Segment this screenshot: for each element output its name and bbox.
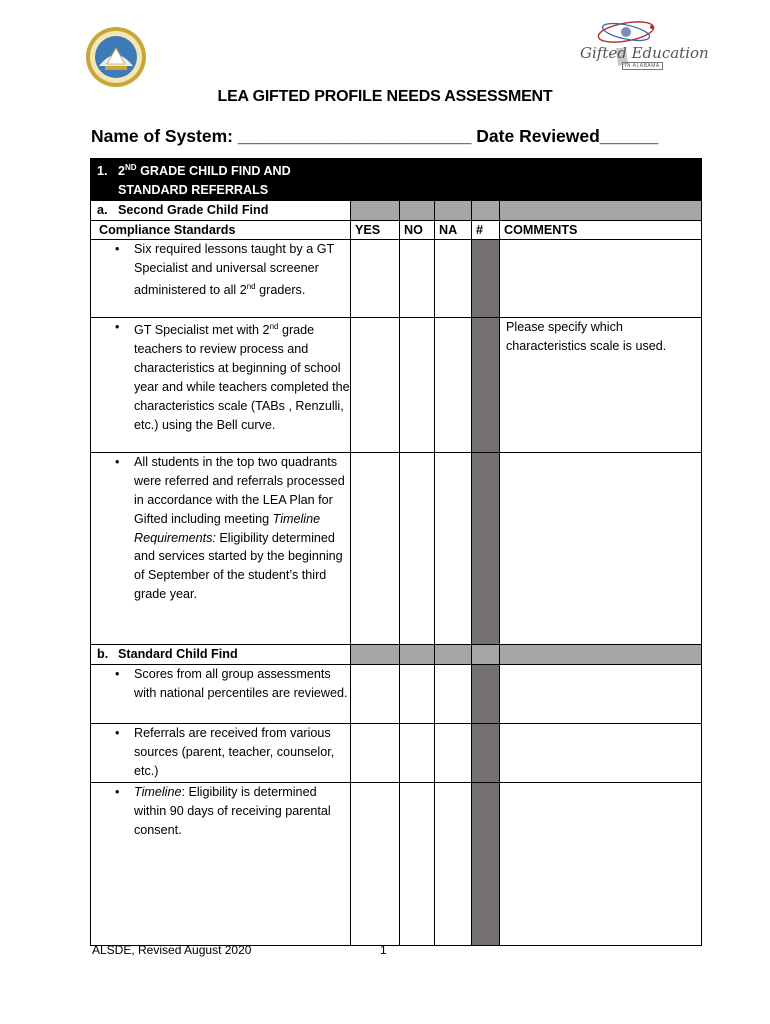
- list-item: • Six required lessons taught by a GT Specialist and universal screener administered to all 2nd graders.: [111, 240, 350, 300]
- comment-cell[interactable]: [500, 783, 702, 946]
- assessment-table: [90, 158, 702, 946]
- no-cell[interactable]: [400, 665, 435, 724]
- list-item: • Scores from all group assessments with national percentiles are reviewed.: [111, 665, 350, 703]
- brand-name: Gifted Education: [580, 44, 709, 62]
- col-comments: COMMENTS: [500, 220, 702, 240]
- yes-cell[interactable]: [351, 665, 400, 724]
- list-item: • All students in the top two quadrants were referred and referrals processed in accordance with the LEA Plan for Gifted including meeting Timeline Requirements: Eligibility determined and services started by the beginning of September of the student’s third grade year.: [111, 453, 350, 603]
- no-cell[interactable]: [400, 318, 435, 453]
- na-cell[interactable]: [435, 665, 472, 724]
- comment-cell[interactable]: [500, 453, 702, 645]
- col-no: NO: [400, 220, 435, 240]
- page-number: 1: [380, 943, 387, 957]
- table-row: [91, 240, 702, 318]
- subsection-a-row: [91, 200, 702, 220]
- comment-cell[interactable]: [500, 724, 702, 783]
- column-header-row: [91, 220, 702, 240]
- na-cell[interactable]: [435, 783, 472, 946]
- subsection-a-letter: a.: [97, 202, 108, 217]
- subsection-a-label: Second Grade Child Find: [118, 202, 269, 217]
- yes-cell[interactable]: [351, 453, 400, 645]
- no-cell[interactable]: [400, 783, 435, 946]
- yes-cell[interactable]: [351, 783, 400, 946]
- section-title-cell: [91, 159, 351, 201]
- table-row: [91, 453, 702, 645]
- section-header-row: [91, 159, 702, 201]
- list-item: • Referrals are received from various sources (parent, teacher, counselor, etc.): [111, 724, 350, 780]
- list-item: • Timeline: Eligibility is determined within 90 days of receiving parental consent.: [111, 783, 350, 839]
- table-row: [91, 783, 702, 946]
- na-cell[interactable]: [435, 240, 472, 318]
- subsection-b-letter: b.: [97, 647, 109, 662]
- subsection-b-label: Standard Child Find: [118, 647, 238, 662]
- table-row: [91, 724, 702, 783]
- comment-cell[interactable]: [500, 665, 702, 724]
- col-standards: Compliance Standards: [91, 220, 351, 240]
- no-cell[interactable]: [400, 453, 435, 645]
- footer-revision: ALSDE, Revised August 2020: [92, 943, 252, 957]
- page-title: LEA GIFTED PROFILE NEEDS ASSESSMENT: [217, 88, 553, 105]
- system-name-date-line: Name of System: ________________________ Date Reviewed______: [91, 126, 659, 146]
- no-cell[interactable]: [400, 724, 435, 783]
- na-cell[interactable]: [435, 724, 472, 783]
- table-row: [91, 665, 702, 724]
- section-title-line2: STANDARD REFERRALS: [118, 182, 269, 197]
- yes-cell[interactable]: [351, 724, 400, 783]
- table-row: [91, 318, 702, 453]
- subsection-b-row: [91, 645, 702, 665]
- alsde-seal-logo: [85, 26, 147, 88]
- na-cell[interactable]: [435, 318, 472, 453]
- comment-cell[interactable]: [500, 240, 702, 318]
- comment-cell[interactable]: Please specify which characteristics scale is used.: [500, 318, 702, 453]
- section-title-sup: ND: [125, 163, 137, 172]
- brand-subtitle: IN ALABAMA: [622, 62, 663, 70]
- list-item: • GT Specialist met with 2nd grade teachers to review process and characteristics at beginning of school year and while teachers completed the characteristics scale (TABs , Renzulli, etc.) using the Bell curve.: [111, 318, 350, 434]
- col-number: #: [472, 220, 500, 240]
- section-title-rest: GRADE CHILD FIND AND: [136, 164, 291, 179]
- no-cell[interactable]: [400, 240, 435, 318]
- yes-cell[interactable]: [351, 318, 400, 453]
- yes-cell[interactable]: [351, 240, 400, 318]
- col-yes: YES: [351, 220, 400, 240]
- na-cell[interactable]: [435, 453, 472, 645]
- section-number: 1.: [97, 164, 108, 179]
- section-title-part: 2: [118, 164, 126, 179]
- col-na: NA: [435, 220, 472, 240]
